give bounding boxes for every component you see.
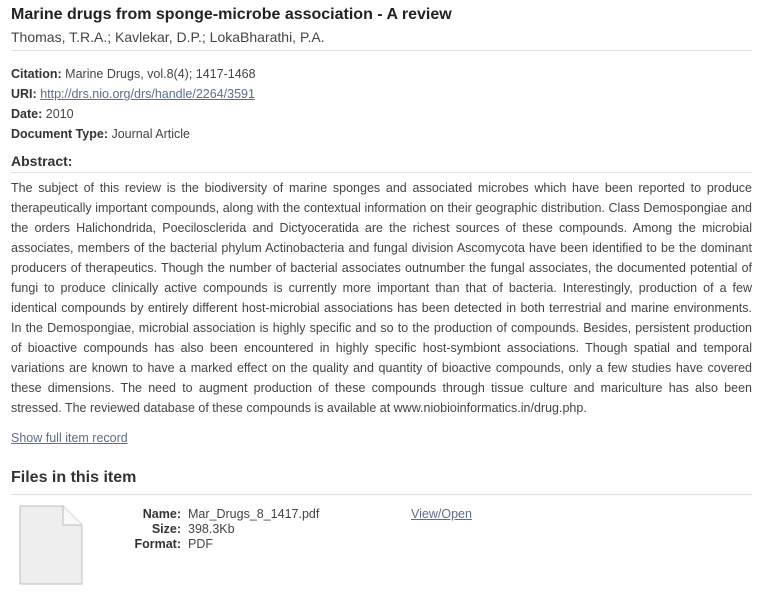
file-size-value: 398.3Kb bbox=[188, 522, 235, 536]
metadata-list bbox=[11, 64, 752, 144]
citation-value: Marine Drugs, vol.8(4); 1417-1468 bbox=[65, 67, 256, 81]
document-type-row bbox=[11, 124, 752, 144]
view-open-cell bbox=[411, 507, 472, 522]
item-authors: Thomas, T.R.A.; Kavlekar, D.P.; LokaBharathi, P.A. bbox=[11, 29, 325, 45]
citation-row bbox=[11, 64, 752, 84]
file-name-label: Name: bbox=[142, 507, 181, 521]
citation-label: Citation: bbox=[11, 67, 62, 81]
date-label: Date: bbox=[11, 107, 43, 121]
date-row bbox=[11, 104, 752, 124]
divider bbox=[11, 172, 752, 173]
show-full-record-link[interactable]: Show full item record bbox=[11, 431, 128, 445]
file-size-label: Size: bbox=[151, 522, 181, 536]
uri-link[interactable]: http://drs.nio.org/drs/handle/2264/3591 bbox=[40, 87, 255, 101]
show-full-record bbox=[11, 428, 752, 448]
view-open-link[interactable]: View/Open bbox=[411, 507, 472, 521]
file-format-label: Format: bbox=[134, 537, 181, 551]
files-heading: Files in this item bbox=[11, 469, 137, 486]
date-value: 2010 bbox=[45, 107, 74, 121]
uri-label: URI: bbox=[11, 87, 37, 101]
file-item bbox=[11, 505, 752, 595]
file-name-value: Mar_Drugs_8_1417.pdf bbox=[188, 507, 320, 521]
item-title: Marine drugs from sponge-microbe association - A review bbox=[11, 6, 452, 23]
uri-row bbox=[11, 84, 752, 104]
item-view bbox=[11, 0, 752, 595]
document-type-value: Journal Article bbox=[111, 127, 190, 141]
abstract-heading: Abstract: bbox=[11, 153, 73, 169]
file-format-value: PDF bbox=[188, 537, 213, 551]
document-type-label: Document Type: bbox=[11, 127, 108, 141]
abstract-text: The subject of this review is the biodiversity of marine sponges and associated microbes which have been reported to produce therapeutically important compounds, along with the contextual information on their geographic distribution. Class Demospongiae and the orders Halichondrida, Poecilosclerida and Dictyoceratida are the richest sources of these compounds. Among the microbial associates, members of the bacterial phylum Actinobacteria and fungal division Ascomycota have been identified to be the dominant producers of therapeutics. Though the number of bacterial associates outnumber the fungal associates, the documented potential of fungi to produce clinically active compounds is currently more important than that of bacteria. Interestingly, production of a few identical compounds by entirely different host-microbial associations has been detected in both terrestrial and marine environments. In the Demospongiae, microbial association is highly specific and so to the production of compounds. Besides, persistent production of bioactive compounds has also been encountered in highly specific host-symbiont associations. Though spatial and temporal variations are known to have a marked effect on the quality and quantity of bioactive compounds, only a few studies have covered these dimensions. The need to augment production of these compounds through tissue culture and mariculture has also been stressed. The reviewed database of these compounds is available at www.niobioinformatics.in/drug.php. bbox=[11, 181, 752, 415]
generic-file-icon[interactable] bbox=[19, 505, 83, 585]
divider bbox=[11, 494, 752, 495]
divider bbox=[11, 50, 752, 51]
